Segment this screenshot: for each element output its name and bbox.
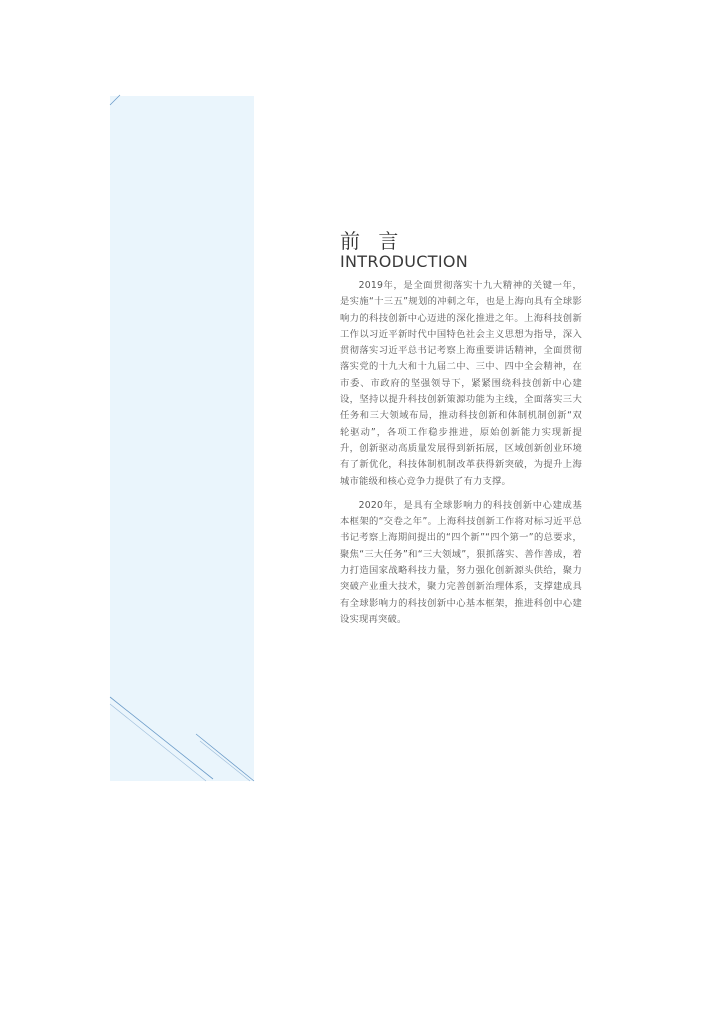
page-title: 前 言 [340, 229, 405, 253]
side-panel [110, 96, 254, 781]
page-subtitle: INTRODUCTION [340, 252, 469, 271]
paragraph-1: 2019年，是全面贯彻落实十九大精神的关键一年，是实施“十三五”规划的冲刺之年，也是上海向具有全球影响力的科技创新中心迈进的深化推进之年。上海科技创新工作以习近平新时代中国特色社会主义思想为指导，深入贯彻落实习近平总书记考察上海重要讲话精神，全面贯彻落实党的十九大和十九届二中、三中、四中全会精神，在市委、市政府的坚强领导下，紧紧围绕科技创新中心建设，坚持以提升科技创新策源功能为主线，全面落实三大任务和三大领域布局，推动科技创新和体制机制创新“双轮驱动”，各项工作稳步推进，原始创新能力实现新提升，创新驱动高质量发展得到新拓展，区域创新创业环境有了新优化，科技体制机制改革获得新突破，为提升上海城市能级和核心竞争力提供了有力支撑。 [340, 280, 582, 487]
body-text [340, 278, 582, 636]
paragraph-2: 2020年，是具有全球影响力的科技创新中心建成基本框架的“交卷之年”。上海科技创新工作将对标习近平总书记考察上海期间提出的“四个新”“四个第一”的总要求，聚焦“三大任务”和“三大领域”，狠抓落实、善作善成，着力打造国家战略科技力量，努力强化创新源头供给，聚力突破产业重大技术，聚力完善创新治理体系，支撑建成具有全球影响力的科技创新中心基本框架，推进科创中心建设实现再突破。 [340, 499, 582, 625]
